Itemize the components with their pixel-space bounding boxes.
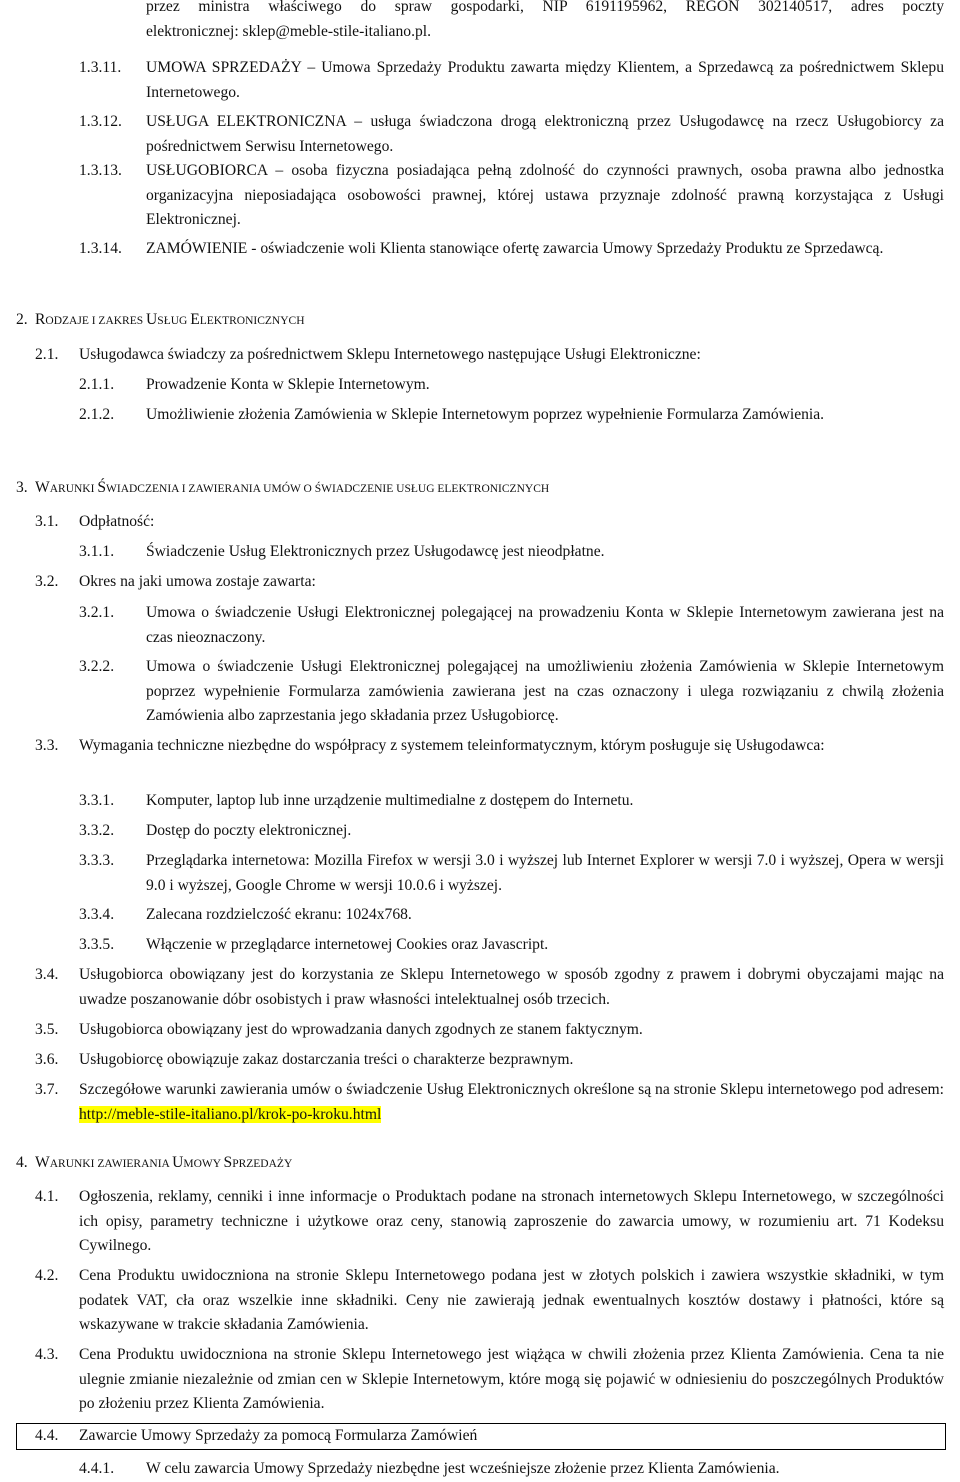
item-number: 3.1.1. xyxy=(79,543,115,560)
title-rest: ARUNKI xyxy=(49,483,98,495)
item-number: 3.1. xyxy=(35,513,59,530)
item-number: 4.4.1. xyxy=(79,1460,115,1477)
title-cap: Ś xyxy=(97,479,107,496)
item-number: 3.4. xyxy=(35,966,59,983)
item-number: 3.2. xyxy=(35,573,59,590)
item-number: 3.3.5. xyxy=(79,936,115,953)
item-text: Odpłatność: xyxy=(79,513,155,530)
section-4-heading xyxy=(16,1151,293,1175)
item-text: Przeglądarka internetowa: Mozilla Firefox w wersji 3.0 i wyższej lub Internet Explorer w wersji 7.0 i wyższej, Opera w wersji 9.0 i wyższej, Google Chrome w wersji 10.0.6 i wyższej. xyxy=(146,852,944,894)
item-text: Prowadzenie Konta w Sklepie Internetowym. xyxy=(146,376,430,393)
title-rest: MOWY xyxy=(183,1158,224,1170)
item-number: 3.2.2. xyxy=(79,658,115,675)
item-number: 2.1. xyxy=(35,346,59,363)
shop-url-link[interactable]: http://meble-stile-italiano.pl/krok-po-kroku.html xyxy=(79,1105,382,1123)
item-number: 4.3. xyxy=(35,1346,59,1363)
item-number: 4.1. xyxy=(35,1188,59,1205)
item-text: Komputer, laptop lub inne urządzenie multimedialne z dostępem do Internetu. xyxy=(146,792,634,809)
item-text: Ogłoszenia, reklamy, cenniki i inne informacje o Produktach podane na stronach internetowych Sklepu Internetowego, w szczególności ich opisy, parametry techniczne i użytkowe oraz ceny, stanowią zaproszenie do zawarcia umowy, w rozumieniu art. 71 Kodeksu Cywilnego. xyxy=(79,1188,944,1254)
section-number: 3. xyxy=(16,479,28,496)
item-text: Usługobiorca obowiązany jest do korzystania ze Sklepu Internetowego w sposób zgodny z prawem i dobrymi obyczajami mając na uwadze poszanowanie dóbr osobistych i praw własności intelektualnej osób trzecich. xyxy=(79,966,944,1008)
item-text: Usługodawca świadczy za pośrednictwem Sklepu Internetowego następujące Usługi Elektroniczne: xyxy=(79,346,701,363)
item-number: 2.1.2. xyxy=(79,406,115,423)
item-number: 3.2.1. xyxy=(79,604,115,621)
item-text: Cena Produktu uwidoczniona na stronie Sklepu Internetowego podana jest w złotych polskich i zawiera wszystkie składniki, w tym podatek VAT, cła oraz wszelkie inne składniki. Ceny nie zawierają jednak ewentualnych kosztów dostawy i płatności, które są wskazywane w trakcie składania Zamówienia. xyxy=(79,1267,944,1333)
item-number: 1.3.12. xyxy=(79,113,122,130)
item-number: 1.3.13. xyxy=(79,162,122,179)
item-number: 3.6. xyxy=(35,1051,59,1068)
title-rest: ARUNKI ZAWIERANIA xyxy=(49,1158,173,1170)
item-number: 3.3. xyxy=(35,737,59,754)
title-cap: U xyxy=(146,311,158,328)
item-text: Dostęp do poczty elektronicznej. xyxy=(146,822,352,839)
continuation-line-2: elektronicznej: sklep@meble-stile-italiano.pl. xyxy=(146,22,431,40)
item-text-body: Szczegółowe warunki zawierania umów o świadczenie Usług Elektronicznych określone są na stronie Sklepu internetowego pod adresem: xyxy=(79,1081,944,1098)
item-number: 3.3.3. xyxy=(79,852,115,869)
item-number: 3.7. xyxy=(35,1081,59,1098)
item-text: Usługobiorca obowiązany jest do wprowadzania danych zgodnych ze stanem faktycznym. xyxy=(79,1021,643,1038)
item-text: Świadczenie Usług Elektronicznych przez Usługodawcę jest nieodpłatne. xyxy=(146,543,605,560)
item-number: 3.5. xyxy=(35,1021,59,1038)
item-number: 3.3.1. xyxy=(79,792,115,809)
item-text: Usługobiorcę obowiązuje zakaz dostarczania treści o charakterze bezprawnym. xyxy=(79,1051,574,1068)
section-title xyxy=(35,1151,292,1176)
title-rest: SŁUG xyxy=(157,315,191,327)
title-cap: S xyxy=(223,1154,233,1171)
title-cap: R xyxy=(35,311,46,328)
item-text xyxy=(79,1078,944,1127)
item-text: Cena Produktu uwidoczniona na stronie Sklepu Internetowego jest wiążąca w chwili złożenia przez Klienta Zamówienia. Cena ta nie ulegnie zmianie niezależnie od zmian cen w Sklepie Internetowym, które mogą się pojawić w odniesieniu do poszczególnych Produktów po złożeniu przez Klienta Zamówienia. xyxy=(79,1346,944,1412)
title-cap: E xyxy=(190,311,200,328)
section-3-heading xyxy=(16,476,550,500)
item-text: Włączenie w przeglądarce internetowej Cookies oraz Javascript. xyxy=(146,936,549,953)
item-text: Umowa o świadczenie Usługi Elektronicznej polegającej na prowadzeniu Konta w Sklepie Internetowym zawierana jest na czas nieoznaczony. xyxy=(146,604,944,646)
title-rest: WIADCZENIA I ZAWIERANIA UMÓW O ŚWIADCZENIE USŁUG ELEKTRONICZNYCH xyxy=(106,483,550,495)
item-number: 1.3.14. xyxy=(79,240,122,257)
item-text: ZAMÓWIENIE - oświadczenie woli Klienta stanowiące ofertę zawarcia Umowy Sprzedaży Produktu ze Sprzedawcą. xyxy=(146,240,884,257)
item-number: 4.4. xyxy=(35,1427,59,1444)
item-text: Okres na jaki umowa zostaje zawarta: xyxy=(79,573,316,590)
section-title xyxy=(35,308,305,333)
item-text: USŁUGOBIORCA – osoba fizyczna posiadająca pełną zdolność do czynności prawnych, osoba prawna albo jednostka organizacyjna nieposiadająca osobowości prawnej, której ustawa przyznaje zdolność prawną korzystająca z Usługi Elektronicznej. xyxy=(146,162,944,228)
item-text: Umożliwienie złożenia Zamówienia w Sklepie Internetowym poprzez wypełnienie Formularza Zamówienia. xyxy=(146,406,825,423)
item-text: Umowa o świadczenie Usługi Elektronicznej polegającej na umożliwieniu złożenia Zamówienia w Sklepie Internetowym poprzez wypełnienie Formularza zamówienia zawierana jest na czas oznaczony i ulega rozwiązaniu z chwilą złożenia Zamówienia albo zaprzestania jego składania przez Usługobiorcę. xyxy=(146,658,944,724)
item-text: USŁUGA ELEKTRONICZNA – usługa świadczona drogą elektroniczną przez Usługodawcę na rzecz Usługobiorcy za pośrednictwem Serwisu Internetowego. xyxy=(146,113,944,155)
title-rest: LEKTRONICZNYCH xyxy=(199,315,305,327)
item-text: W celu zawarcia Umowy Sprzedaży niezbędne jest wcześniejsze złożenie przez Klienta Zamówienia. xyxy=(146,1460,780,1477)
item-text: UMOWA SPRZEDAŻY – Umowa Sprzedaży Produktu zawarta między Klientem, a Sprzedawcą za pośrednictwem Sklepu Internetowego. xyxy=(146,59,944,101)
section-title xyxy=(35,476,549,501)
item-number: 1.3.11. xyxy=(79,59,122,76)
title-cap: U xyxy=(172,1154,184,1171)
item-number: 3.3.2. xyxy=(79,822,115,839)
item-number: 4.2. xyxy=(35,1267,59,1284)
continuation-line-1: przez ministra właściwego do spraw gospodarki, NIP 6191195962, REGON 302140517, adres poczty xyxy=(146,0,944,15)
section-2-heading xyxy=(16,308,305,332)
item-text: Zalecana rozdzielczość ekranu: 1024x768. xyxy=(146,906,412,923)
item-number: 3.3.4. xyxy=(79,906,115,923)
title-rest: PRZEDAŻY xyxy=(232,1158,293,1170)
title-rest: ODZAJE I ZAKRES xyxy=(45,315,147,327)
item-text: Zawarcie Umowy Sprzedaży za pomocą Formularza Zamówień xyxy=(79,1427,478,1444)
title-cap: W xyxy=(35,1154,50,1171)
title-cap: W xyxy=(35,479,50,496)
item-number: 2.1.1. xyxy=(79,376,115,393)
section-number: 4. xyxy=(16,1154,28,1171)
item-text: Wymagania techniczne niezbędne do współpracy z systemem teleinformatycznym, którym posługuje się Usługodawca: xyxy=(79,737,825,754)
section-number: 2. xyxy=(16,311,28,328)
